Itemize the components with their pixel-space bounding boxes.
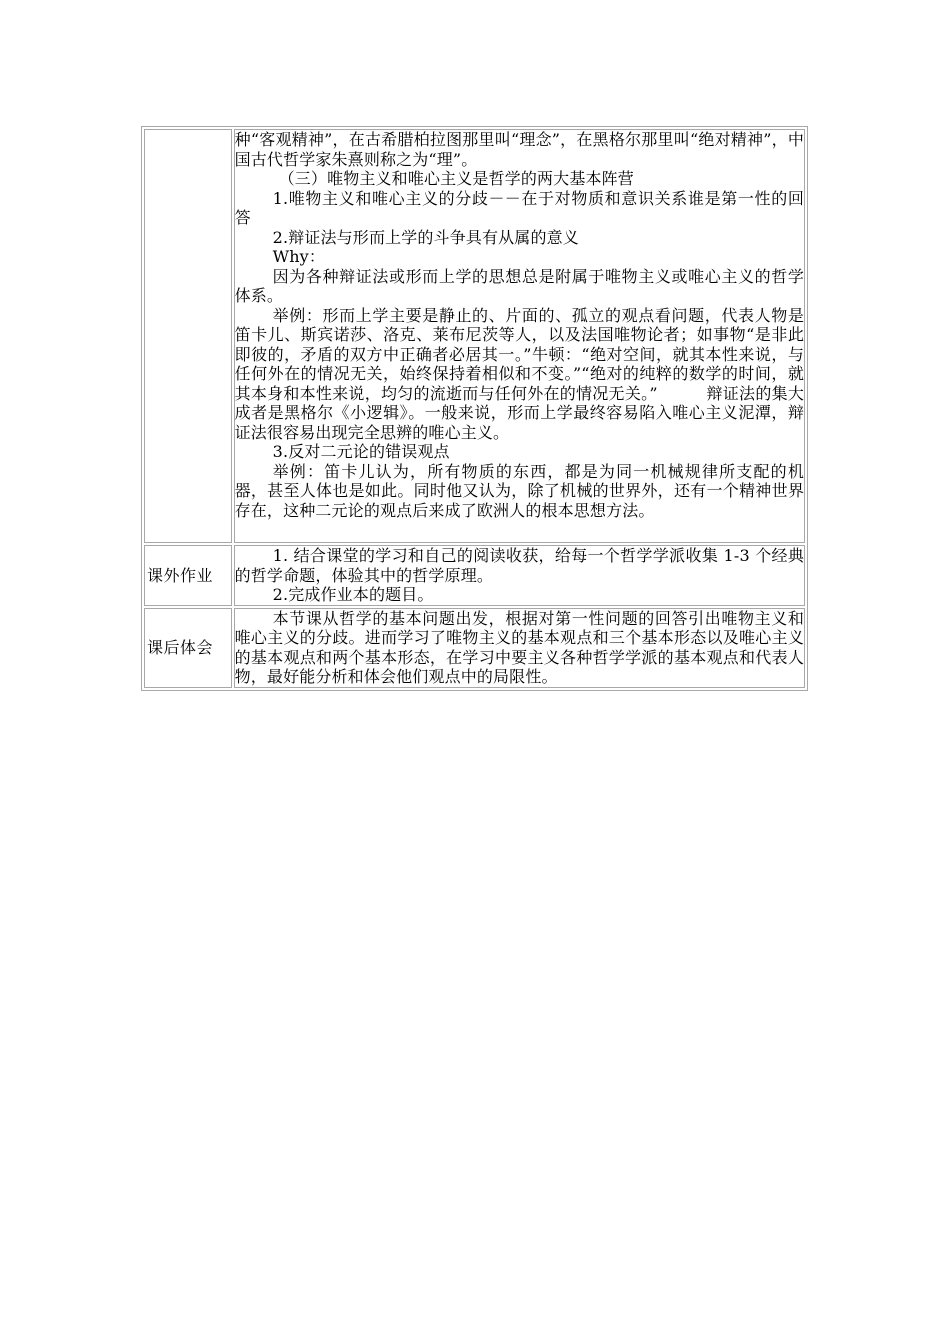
table-row-reflection <box>144 608 805 688</box>
table-row-homework <box>144 545 805 606</box>
row-label-homework: 课外作业 <box>144 545 232 606</box>
row-label-reflection: 课后体会 <box>144 608 232 688</box>
paragraph: 1. 结合课堂的学习和自己的阅读收获，给每一个哲学学派收集 1-3 个经典的哲学命题，体验其中的哲学原理。 <box>234 546 804 585</box>
paragraph: Why： <box>272 247 326 266</box>
paragraph: 1.唯物主义和唯心主义的分歧－－在于对物质和意识关系谁是第一性的回答 <box>234 188 804 227</box>
paragraph: 种“客观精神”，在古希腊柏拉图那里叫“理念”，在黑格尔那里叫“绝对精神”，中国古代哲学家朱熹则称之为“理”。 <box>234 130 804 169</box>
paragraph: 2.完成作业本的题目。 <box>272 585 434 604</box>
row-label-empty <box>144 129 232 543</box>
main-content-cell <box>234 129 805 543</box>
paragraph: 3.反对二元论的错误观点 <box>272 442 450 461</box>
paragraph: 2.辩证法与形而上学的斗争具有从属的意义 <box>272 227 579 247</box>
reflection-content-cell <box>234 608 805 688</box>
paragraph: 举例：笛卡儿认为，所有物质的东西，都是为同一机械规律所支配的机器，甚至人体也是如此。同时他又认为，除了机械的世界外，还有一个精神世界存在，这种二元论的观点后来成了欧洲人的根本思想方法。 <box>234 461 804 520</box>
lesson-plan-table <box>141 126 808 691</box>
paragraph: 因为各种辩证法或形而上学的思想总是附属于唯物主义或唯心主义的哲学体系。 <box>234 266 804 305</box>
table-row-main-content <box>144 129 805 543</box>
section-heading: （三）唯物主义和唯心主义是哲学的两大基本阵营 <box>278 169 634 188</box>
paragraph: 本节课从哲学的基本问题出发，根据对第一性问题的回答引出唯物主义和唯心主义的分歧。进而学习了唯物主义的基本观点和三个基本形态以及唯心主义的基本观点和两个基本形态，在学习中要主义各种哲学学派的基本观点和代表人物，最好能分析和体会他们观点中的局限性。 <box>234 608 804 686</box>
paragraph: 举例：形而上学主要是静止的、片面的、孤立的观点看问题，代表人物是笛卡儿、斯宾诺莎、洛克、莱布尼茨等人，以及法国唯物论者；如事物“是非此即彼的，矛盾的双方中正确者必居其一。”牛顿：“绝对空间，就其本性来说，与任何外在的情况无关，始终保持着相似和不变。”“绝对的纯粹的数学的时间，就其本身和本性来说，均匀的流逝而与任何外在的情况无关。” 辩证法的集大成者是黑格尔《小逻辑》。一般来说，形而上学最终容易陷入唯心主义泥潭，辩证法很容易出现完全思辨的唯心主义。 <box>234 305 804 442</box>
homework-content-cell <box>234 545 805 606</box>
